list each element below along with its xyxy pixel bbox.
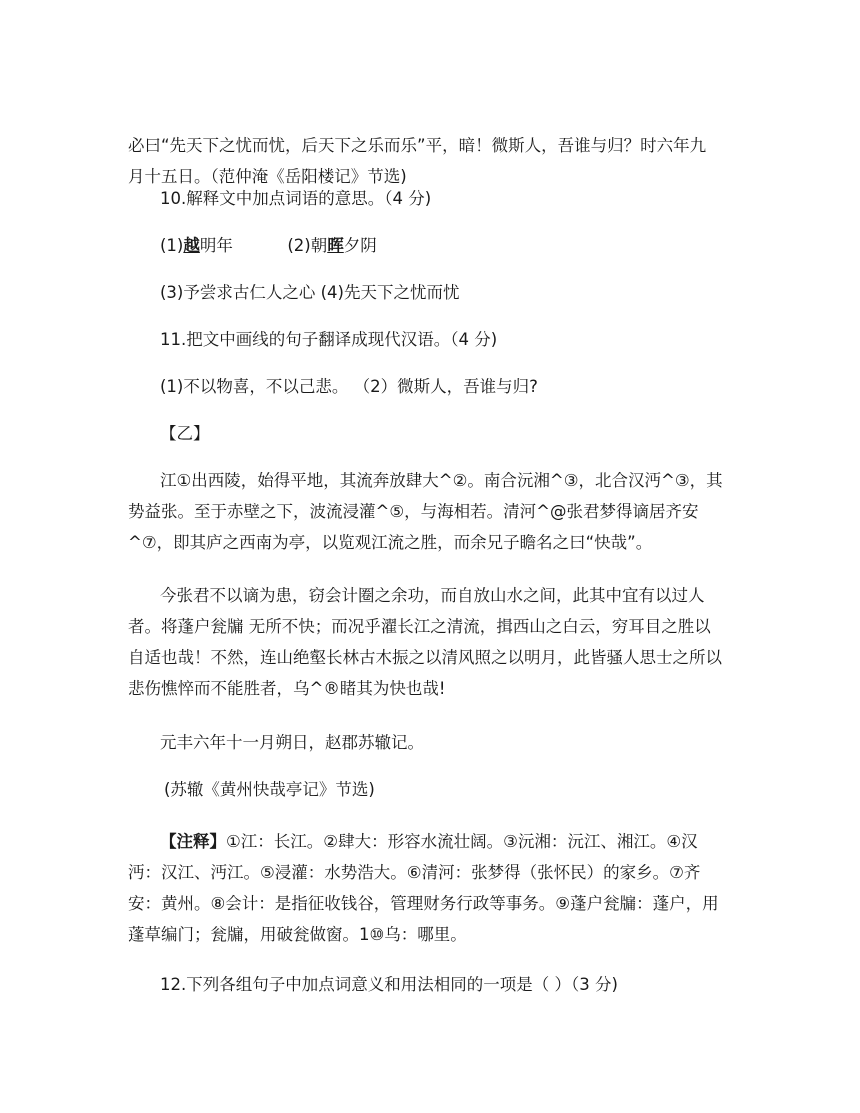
item-2-prefix: (2)朝: [287, 236, 328, 255]
notes-heading: 【注释】: [160, 832, 226, 851]
text-line: 自适也哉！不然，连山绝壑长林古木振之以清风照之以明月，此皆骚人思士之所以: [128, 648, 722, 667]
dotted-word-yue: 越: [183, 236, 200, 255]
text-line: 悲伤憔悴而不能胜者，乌^®睹其为快也哉!: [128, 679, 446, 698]
item-1-prefix: (1): [160, 236, 184, 255]
item-2-suffix: 夕阴: [343, 236, 377, 255]
question-10-items-3-4: (3)予尝求古仁人之心 (4)先天下之忧而忧: [160, 283, 460, 302]
text-line: 江①出西陵，始得平地，其流奔放肆大^②。南合沅湘^③，北合汉沔^③，其: [160, 471, 723, 490]
text-line: ^⑦，即其庐之西南为亭，以览观江流之胜，而余兄子瞻名之曰“快哉”。: [128, 533, 653, 552]
question-10: 10.解释文中加点词语的意思。（4 分): [160, 189, 432, 208]
text-line: 必曰“先天下之忧而忧，后天下之乐而乐”平，暗！微斯人，吾谁与归？时六年九: [128, 136, 707, 155]
item-1-suffix: 明年: [199, 236, 233, 255]
dotted-word-hui: 晖: [327, 236, 344, 255]
text-line: 安：黄州。⑧会计：是指征收钱谷，管理财务行政等事务。⑨蓬户瓮牖：蓬户，用: [128, 894, 719, 913]
passage-date-line: 元丰六年十一月朔日，赵郡苏辙记。: [160, 733, 424, 752]
question-11: 11.把文中画线的句子翻译成现代汉语。（4 分): [160, 330, 498, 349]
text-line: 月十五日。（范仲淹《岳阳楼记》节选): [128, 167, 407, 186]
text-line: 势益张。至于赤壁之下，波流浸灌^⑤，与海相若。清河^@张君梦得谪居齐安: [128, 502, 699, 521]
question-12: 12.下列各组句子中加点词意义和用法相同的一项是（ ）（3 分): [160, 975, 618, 994]
notes-block: [128, 826, 748, 950]
passage-yi-paragraph-2: [128, 580, 748, 704]
text-line: 今张君不以谪为患，窃会计圈之余功，而自放山水之间，此其中宜有以过人: [160, 586, 705, 605]
question-11-items: (1)不以物喜，不以己悲。 （2）微斯人，吾谁与归?: [160, 377, 538, 396]
passage-source: (苏辙《黄州快哉亭记》节选): [164, 780, 375, 799]
text-line: 沔：汉江、沔江。⑤浸灌：水势浩大。⑥清河：张梦得（张怀民）的家乡。⑦齐: [128, 863, 701, 882]
text-line: 者。将蓬户瓮牖 无所不快；而况乎濯长江之清流，揖西山之白云，穷耳目之胜以: [128, 617, 711, 636]
question-10-items-1-2: [128, 230, 780, 261]
text-line: ①江：长江。②肆大：形容水流壮阔。③沅湘：沅江、湘江。④汉: [226, 832, 698, 851]
text-line: 蓬草编门；瓮牖，用破瓮做窗。1⑩乌：哪里。: [128, 925, 467, 944]
section-heading-yi: 【乙】: [160, 424, 210, 443]
passage-yi-paragraph-1: [128, 465, 748, 558]
